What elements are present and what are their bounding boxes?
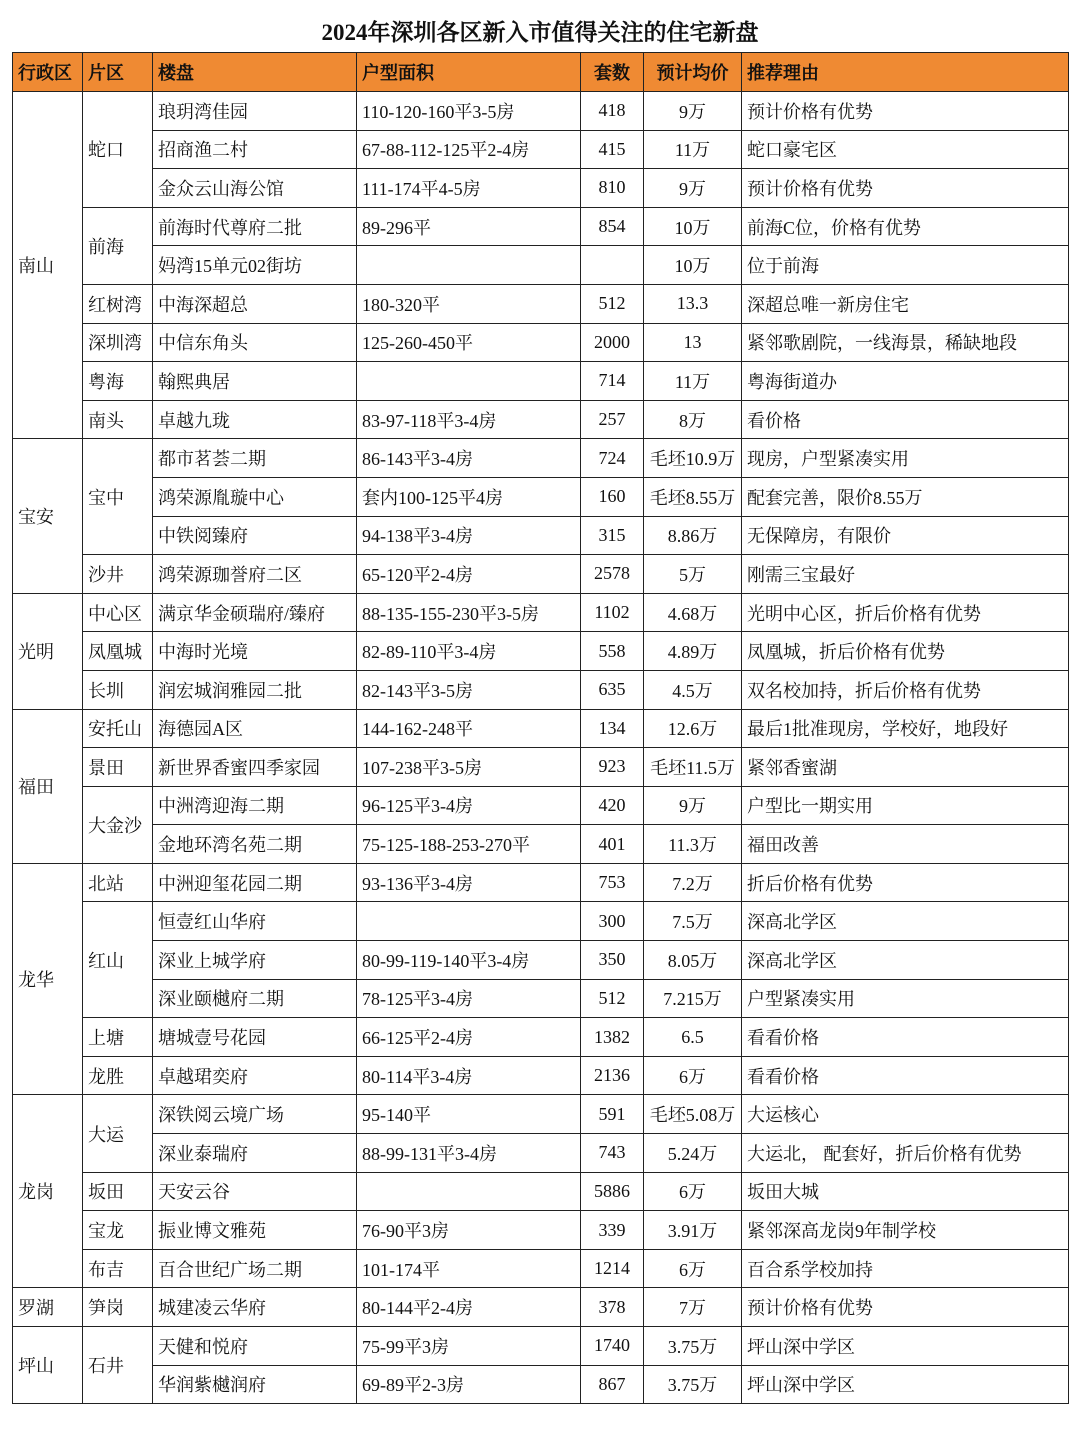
price-cell: 7.5万 bbox=[644, 902, 742, 941]
table-row bbox=[13, 941, 1069, 980]
project-name: 天安云谷 bbox=[153, 1172, 357, 1211]
reason-cell: 看价格 bbox=[742, 400, 1069, 439]
price-cell: 5.24万 bbox=[644, 1134, 742, 1173]
price-cell: 3.91万 bbox=[644, 1211, 742, 1250]
layout-cell bbox=[357, 1172, 581, 1211]
price-cell: 5万 bbox=[644, 555, 742, 594]
price-cell: 9万 bbox=[644, 169, 742, 208]
units-cell: 420 bbox=[581, 786, 644, 825]
price-cell: 7万 bbox=[644, 1288, 742, 1327]
project-name: 新世界香蜜四季家园 bbox=[153, 748, 357, 787]
project-name: 海德园A区 bbox=[153, 709, 357, 748]
price-cell: 6.5 bbox=[644, 1018, 742, 1057]
project-name: 前海时代尊府二批 bbox=[153, 207, 357, 246]
layout-cell: 76-90平3房 bbox=[357, 1211, 581, 1250]
units-cell: 2578 bbox=[581, 555, 644, 594]
table-row bbox=[13, 516, 1069, 555]
area-cell: 沙井 bbox=[83, 555, 153, 594]
table-row bbox=[13, 323, 1069, 362]
area-cell: 布吉 bbox=[83, 1249, 153, 1288]
project-name: 深业泰瑞府 bbox=[153, 1134, 357, 1173]
reason-cell: 粤海街道办 bbox=[742, 362, 1069, 401]
area-cell: 龙胜 bbox=[83, 1056, 153, 1095]
district-cell: 坪山 bbox=[13, 1327, 83, 1404]
layout-cell: 111-174平4-5房 bbox=[357, 169, 581, 208]
units-cell: 724 bbox=[581, 439, 644, 478]
price-cell: 4.5万 bbox=[644, 670, 742, 709]
layout-cell: 80-144平2-4房 bbox=[357, 1288, 581, 1327]
price-cell: 8.86万 bbox=[644, 516, 742, 555]
district-cell: 宝安 bbox=[13, 439, 83, 593]
area-cell: 安托山 bbox=[83, 709, 153, 748]
page-title: 2024年深圳各区新入市值得关注的住宅新盘 bbox=[321, 20, 759, 45]
reason-cell: 坪山深中学区 bbox=[742, 1365, 1069, 1404]
reason-cell: 最后1批准现房，学校好，地段好 bbox=[742, 709, 1069, 748]
price-cell: 9万 bbox=[644, 786, 742, 825]
table-row bbox=[13, 246, 1069, 285]
units-cell: 753 bbox=[581, 863, 644, 902]
layout-cell: 80-99-119-140平3-4房 bbox=[357, 941, 581, 980]
table-row bbox=[13, 825, 1069, 864]
table-row bbox=[13, 632, 1069, 671]
price-cell: 9万 bbox=[644, 92, 742, 131]
project-name: 妈湾15单元02街坊 bbox=[153, 246, 357, 285]
project-name: 塘城壹号花园 bbox=[153, 1018, 357, 1057]
units-cell: 315 bbox=[581, 516, 644, 555]
price-cell: 10万 bbox=[644, 207, 742, 246]
reason-cell: 深超总唯一新房住宅 bbox=[742, 284, 1069, 323]
district-cell: 龙岗 bbox=[13, 1095, 83, 1288]
units-cell: 1740 bbox=[581, 1327, 644, 1366]
units-cell: 512 bbox=[581, 979, 644, 1018]
reason-cell: 户型紧凑实用 bbox=[742, 979, 1069, 1018]
reason-cell: 位于前海 bbox=[742, 246, 1069, 285]
reason-cell: 户型比一期实用 bbox=[742, 786, 1069, 825]
units-cell: 418 bbox=[581, 92, 644, 131]
project-name: 翰熙典居 bbox=[153, 362, 357, 401]
units-cell: 558 bbox=[581, 632, 644, 671]
table-row bbox=[13, 1211, 1069, 1250]
district-cell: 罗湖 bbox=[13, 1288, 83, 1327]
reason-cell: 蛇口豪宅区 bbox=[742, 130, 1069, 169]
layout-cell: 78-125平3-4房 bbox=[357, 979, 581, 1018]
reason-cell: 预计价格有优势 bbox=[742, 92, 1069, 131]
table-row bbox=[13, 477, 1069, 516]
reason-cell: 大运北， 配套好，折后价格有优势 bbox=[742, 1134, 1069, 1173]
reason-cell: 凤凰城，折后价格有优势 bbox=[742, 632, 1069, 671]
units-cell: 591 bbox=[581, 1095, 644, 1134]
area-cell: 前海 bbox=[83, 207, 153, 284]
table-row bbox=[13, 786, 1069, 825]
price-cell: 6万 bbox=[644, 1249, 742, 1288]
header-row bbox=[13, 53, 1069, 92]
layout-cell: 86-143平3-4房 bbox=[357, 439, 581, 478]
project-name: 金众云山海公馆 bbox=[153, 169, 357, 208]
area-cell: 深圳湾 bbox=[83, 323, 153, 362]
project-name: 中海深超总 bbox=[153, 284, 357, 323]
units-cell: 635 bbox=[581, 670, 644, 709]
project-name: 卓越九珑 bbox=[153, 400, 357, 439]
project-name: 百合世纪广场二期 bbox=[153, 1249, 357, 1288]
units-cell: 810 bbox=[581, 169, 644, 208]
area-cell: 上塘 bbox=[83, 1018, 153, 1057]
layout-cell: 93-136平3-4房 bbox=[357, 863, 581, 902]
area-cell: 宝中 bbox=[83, 439, 153, 555]
housing-table bbox=[12, 52, 1069, 1404]
price-cell: 4.89万 bbox=[644, 632, 742, 671]
project-name: 卓越珺奕府 bbox=[153, 1056, 357, 1095]
price-cell: 7.215万 bbox=[644, 979, 742, 1018]
project-name: 鸿荣源珈誉府二区 bbox=[153, 555, 357, 594]
table-row bbox=[13, 1095, 1069, 1134]
table-row bbox=[13, 1018, 1069, 1057]
reason-cell: 坂田大城 bbox=[742, 1172, 1069, 1211]
units-cell: 160 bbox=[581, 477, 644, 516]
reason-cell: 深高北学区 bbox=[742, 902, 1069, 941]
reason-cell: 百合系学校加持 bbox=[742, 1249, 1069, 1288]
area-cell: 大运 bbox=[83, 1095, 153, 1172]
layout-cell: 82-89-110平3-4房 bbox=[357, 632, 581, 671]
price-cell: 13.3 bbox=[644, 284, 742, 323]
table-row bbox=[13, 1249, 1069, 1288]
layout-cell: 94-138平3-4房 bbox=[357, 516, 581, 555]
reason-cell: 预计价格有优势 bbox=[742, 169, 1069, 208]
layout-cell: 80-114平3-4房 bbox=[357, 1056, 581, 1095]
table-row bbox=[13, 130, 1069, 169]
layout-cell bbox=[357, 246, 581, 285]
layout-cell: 101-174平 bbox=[357, 1249, 581, 1288]
layout-cell: 69-89平2-3房 bbox=[357, 1365, 581, 1404]
project-name: 深业上城学府 bbox=[153, 941, 357, 980]
project-name: 满京华金硕瑞府/臻府 bbox=[153, 593, 357, 632]
table-row bbox=[13, 1288, 1069, 1327]
units-cell: 300 bbox=[581, 902, 644, 941]
area-cell: 蛇口 bbox=[83, 92, 153, 208]
reason-cell: 大运核心 bbox=[742, 1095, 1069, 1134]
units-cell: 378 bbox=[581, 1288, 644, 1327]
price-cell: 毛坯5.08万 bbox=[644, 1095, 742, 1134]
table-row bbox=[13, 748, 1069, 787]
area-cell: 大金沙 bbox=[83, 786, 153, 863]
project-name: 中信东角头 bbox=[153, 323, 357, 362]
reason-cell: 看看价格 bbox=[742, 1018, 1069, 1057]
table-row bbox=[13, 362, 1069, 401]
table-row bbox=[13, 1327, 1069, 1366]
units-cell: 854 bbox=[581, 207, 644, 246]
header-area: 片区 bbox=[83, 53, 153, 92]
units-cell: 2000 bbox=[581, 323, 644, 362]
project-name: 天健和悦府 bbox=[153, 1327, 357, 1366]
price-cell: 8.05万 bbox=[644, 941, 742, 980]
area-cell: 红山 bbox=[83, 902, 153, 1018]
project-name: 中海时光境 bbox=[153, 632, 357, 671]
units-cell: 1214 bbox=[581, 1249, 644, 1288]
table-row bbox=[13, 555, 1069, 594]
units-cell: 339 bbox=[581, 1211, 644, 1250]
header-reason: 推荐理由 bbox=[742, 53, 1069, 92]
price-cell: 毛坯10.9万 bbox=[644, 439, 742, 478]
units-cell: 743 bbox=[581, 1134, 644, 1173]
table-row bbox=[13, 863, 1069, 902]
layout-cell: 88-135-155-230平3-5房 bbox=[357, 593, 581, 632]
table-row bbox=[13, 92, 1069, 131]
reason-cell: 前海C位，价格有优势 bbox=[742, 207, 1069, 246]
table-row bbox=[13, 709, 1069, 748]
table-row bbox=[13, 1172, 1069, 1211]
layout-cell bbox=[357, 902, 581, 941]
table-row bbox=[13, 1365, 1069, 1404]
district-cell: 龙华 bbox=[13, 863, 83, 1095]
reason-cell: 紧邻深高龙岗9年制学校 bbox=[742, 1211, 1069, 1250]
project-name: 中洲迎玺花园二期 bbox=[153, 863, 357, 902]
reason-cell: 深高北学区 bbox=[742, 941, 1069, 980]
price-cell: 11万 bbox=[644, 130, 742, 169]
layout-cell: 107-238平3-5房 bbox=[357, 748, 581, 787]
layout-cell: 75-99平3房 bbox=[357, 1327, 581, 1366]
project-name: 招商渔二村 bbox=[153, 130, 357, 169]
table-row bbox=[13, 593, 1069, 632]
units-cell bbox=[581, 246, 644, 285]
project-name: 深铁阅云境广场 bbox=[153, 1095, 357, 1134]
header-project: 楼盘 bbox=[153, 53, 357, 92]
reason-cell: 坪山深中学区 bbox=[742, 1327, 1069, 1366]
project-name: 中洲湾迎海二期 bbox=[153, 786, 357, 825]
layout-cell: 125-260-450平 bbox=[357, 323, 581, 362]
area-cell: 长圳 bbox=[83, 670, 153, 709]
price-cell: 11.3万 bbox=[644, 825, 742, 864]
layout-cell: 96-125平3-4房 bbox=[357, 786, 581, 825]
header-layout: 户型面积 bbox=[357, 53, 581, 92]
table-row bbox=[13, 1134, 1069, 1173]
layout-cell: 144-162-248平 bbox=[357, 709, 581, 748]
area-cell: 中心区 bbox=[83, 593, 153, 632]
header-price: 预计均价 bbox=[644, 53, 742, 92]
price-cell: 11万 bbox=[644, 362, 742, 401]
units-cell: 1382 bbox=[581, 1018, 644, 1057]
area-cell: 粤海 bbox=[83, 362, 153, 401]
layout-cell: 82-143平3-5房 bbox=[357, 670, 581, 709]
units-cell: 867 bbox=[581, 1365, 644, 1404]
layout-cell: 66-125平2-4房 bbox=[357, 1018, 581, 1057]
header-units: 套数 bbox=[581, 53, 644, 92]
table-row bbox=[13, 169, 1069, 208]
layout-cell: 89-296平 bbox=[357, 207, 581, 246]
layout-cell: 110-120-160平3-5房 bbox=[357, 92, 581, 131]
reason-cell: 配套完善，限价8.55万 bbox=[742, 477, 1069, 516]
project-name: 振业博文雅苑 bbox=[153, 1211, 357, 1250]
price-cell: 6万 bbox=[644, 1056, 742, 1095]
units-cell: 401 bbox=[581, 825, 644, 864]
area-cell: 红树湾 bbox=[83, 284, 153, 323]
project-name: 恒壹红山华府 bbox=[153, 902, 357, 941]
units-cell: 1102 bbox=[581, 593, 644, 632]
area-cell: 南头 bbox=[83, 400, 153, 439]
project-name: 华润紫樾润府 bbox=[153, 1365, 357, 1404]
table-row bbox=[13, 670, 1069, 709]
project-name: 城建凌云华府 bbox=[153, 1288, 357, 1327]
reason-cell: 紧邻歌剧院，一线海景，稀缺地段 bbox=[742, 323, 1069, 362]
layout-cell: 95-140平 bbox=[357, 1095, 581, 1134]
project-name: 琅玥湾佳园 bbox=[153, 92, 357, 131]
layout-cell bbox=[357, 362, 581, 401]
table-row bbox=[13, 979, 1069, 1018]
layout-cell: 75-125-188-253-270平 bbox=[357, 825, 581, 864]
layout-cell: 83-97-118平3-4房 bbox=[357, 400, 581, 439]
price-cell: 7.2万 bbox=[644, 863, 742, 902]
table-row bbox=[13, 902, 1069, 941]
reason-cell: 双名校加持，折后价格有优势 bbox=[742, 670, 1069, 709]
project-name: 中铁阅臻府 bbox=[153, 516, 357, 555]
table-row bbox=[13, 284, 1069, 323]
reason-cell: 紧邻香蜜湖 bbox=[742, 748, 1069, 787]
layout-cell: 88-99-131平3-4房 bbox=[357, 1134, 581, 1173]
project-name: 润宏城润雅园二批 bbox=[153, 670, 357, 709]
district-cell: 南山 bbox=[13, 92, 83, 439]
units-cell: 2136 bbox=[581, 1056, 644, 1095]
reason-cell: 福田改善 bbox=[742, 825, 1069, 864]
area-cell: 石井 bbox=[83, 1327, 153, 1404]
units-cell: 714 bbox=[581, 362, 644, 401]
table-row bbox=[13, 207, 1069, 246]
area-cell: 宝龙 bbox=[83, 1211, 153, 1250]
reason-cell: 折后价格有优势 bbox=[742, 863, 1069, 902]
price-cell: 10万 bbox=[644, 246, 742, 285]
header-district: 行政区 bbox=[13, 53, 83, 92]
units-cell: 350 bbox=[581, 941, 644, 980]
area-cell: 坂田 bbox=[83, 1172, 153, 1211]
price-cell: 3.75万 bbox=[644, 1327, 742, 1366]
area-cell: 景田 bbox=[83, 748, 153, 787]
table-row bbox=[13, 400, 1069, 439]
units-cell: 5886 bbox=[581, 1172, 644, 1211]
table-row bbox=[13, 439, 1069, 478]
table-row bbox=[13, 1056, 1069, 1095]
reason-cell: 预计价格有优势 bbox=[742, 1288, 1069, 1327]
project-name: 深业颐樾府二期 bbox=[153, 979, 357, 1018]
price-cell: 6万 bbox=[644, 1172, 742, 1211]
units-cell: 257 bbox=[581, 400, 644, 439]
units-cell: 512 bbox=[581, 284, 644, 323]
district-cell: 福田 bbox=[13, 709, 83, 863]
district-cell: 光明 bbox=[13, 593, 83, 709]
layout-cell: 180-320平 bbox=[357, 284, 581, 323]
price-cell: 毛坯11.5万 bbox=[644, 748, 742, 787]
units-cell: 923 bbox=[581, 748, 644, 787]
project-name: 都市茗荟二期 bbox=[153, 439, 357, 478]
price-cell: 13 bbox=[644, 323, 742, 362]
price-cell: 4.68万 bbox=[644, 593, 742, 632]
price-cell: 毛坯8.55万 bbox=[644, 477, 742, 516]
reason-cell: 刚需三宝最好 bbox=[742, 555, 1069, 594]
price-cell: 12.6万 bbox=[644, 709, 742, 748]
reason-cell: 现房，户型紧凑实用 bbox=[742, 439, 1069, 478]
reason-cell: 光明中心区，折后价格有优势 bbox=[742, 593, 1069, 632]
project-name: 鸿荣源胤璇中心 bbox=[153, 477, 357, 516]
area-cell: 凤凰城 bbox=[83, 632, 153, 671]
price-cell: 8万 bbox=[644, 400, 742, 439]
area-cell: 北站 bbox=[83, 863, 153, 902]
reason-cell: 无保障房，有限价 bbox=[742, 516, 1069, 555]
reason-cell: 看看价格 bbox=[742, 1056, 1069, 1095]
area-cell: 笋岗 bbox=[83, 1288, 153, 1327]
layout-cell: 65-120平2-4房 bbox=[357, 555, 581, 594]
units-cell: 134 bbox=[581, 709, 644, 748]
price-cell: 3.75万 bbox=[644, 1365, 742, 1404]
layout-cell: 67-88-112-125平2-4房 bbox=[357, 130, 581, 169]
project-name: 金地环湾名苑二期 bbox=[153, 825, 357, 864]
layout-cell: 套内100-125平4房 bbox=[357, 477, 581, 516]
units-cell: 415 bbox=[581, 130, 644, 169]
